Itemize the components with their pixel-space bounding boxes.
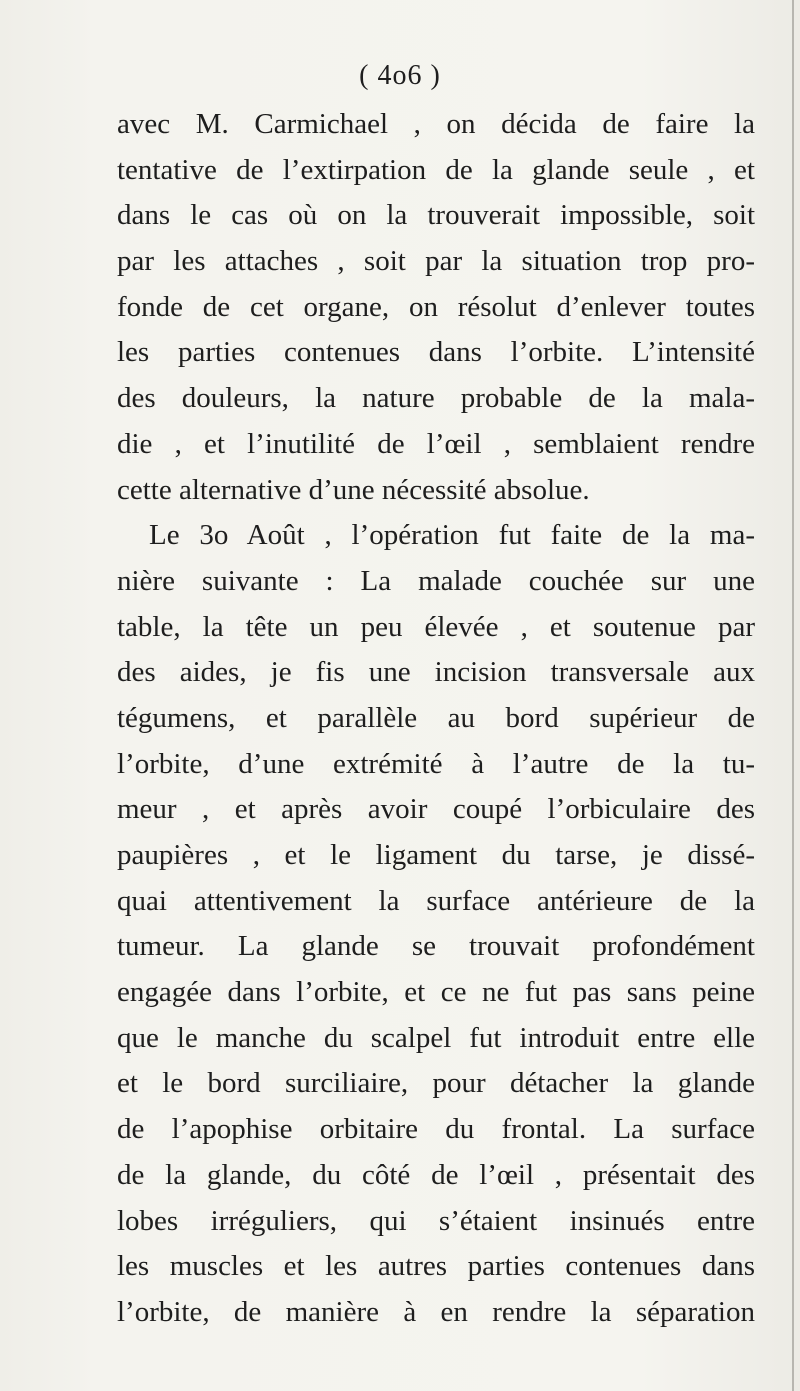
text-line: avec M. Carmichael , on décida de faire la bbox=[117, 108, 755, 140]
text-line: l’orbite, d’une extrémité à l’autre de la tu- bbox=[117, 747, 755, 780]
text-line: que le manche du scalpel fut introduit entre elle bbox=[117, 1021, 755, 1054]
text-line: nière suivante : La malade couchée sur une bbox=[117, 564, 755, 597]
text-line: tentative de l’extirpation de la glande seule , et bbox=[117, 153, 755, 186]
text-line: de la glande, du côté de l’œil , présentait des bbox=[117, 1158, 755, 1191]
paragraph-start-line: Le 3o Août , l’opération fut faite de la ma- bbox=[149, 519, 755, 552]
text-line: tumeur. La glande se trouvait profondément bbox=[117, 930, 755, 963]
text-line: tégumens, et parallèle au bord supérieur de bbox=[117, 701, 755, 734]
text-line: table, la tête un peu élevée , et soutenue par bbox=[117, 610, 755, 643]
text-line: quai attentivement la surface antérieure de la bbox=[117, 884, 755, 917]
text-line: meur , et après avoir coupé l’orbiculaire des bbox=[117, 793, 755, 826]
text-line: dans le cas où on la trouverait impossible, soit bbox=[117, 199, 755, 232]
text-line: engagée dans l’orbite, et ce ne fut pas sans peine bbox=[117, 976, 755, 1009]
text-line: die , et l’inutilité de l’œil , semblaient rendre bbox=[117, 427, 755, 460]
text-line: des douleurs, la nature probable de la mala- bbox=[117, 382, 755, 415]
text-line: cette alternative d’une nécessité absolue. bbox=[117, 473, 590, 506]
text-line: les parties contenues dans l’orbite. L’intensité bbox=[117, 336, 755, 369]
text-line: et le bord surciliaire, pour détacher la glande bbox=[117, 1067, 755, 1100]
text-line: fonde de cet organe, on résolut d’enlever toutes bbox=[117, 290, 755, 323]
text-line: par les attaches , soit par la situation trop pro- bbox=[117, 245, 755, 278]
text-line: lobes irréguliers, qui s’étaient insinués entre bbox=[117, 1204, 755, 1237]
text-line: les muscles et les autres parties contenues dans bbox=[117, 1250, 755, 1283]
text-line: de l’apophise orbitaire du frontal. La surface bbox=[117, 1113, 755, 1146]
body-text bbox=[117, 102, 755, 1336]
page-number: ( 4o6 ) bbox=[359, 60, 441, 91]
text-line: l’orbite, de manière à en rendre la séparation bbox=[117, 1295, 755, 1328]
page-edge bbox=[792, 0, 794, 1391]
text-line: paupières , et le ligament du tarse, je dissé- bbox=[117, 839, 755, 871]
text-line: des aides, je fis une incision transversale aux bbox=[117, 656, 755, 689]
